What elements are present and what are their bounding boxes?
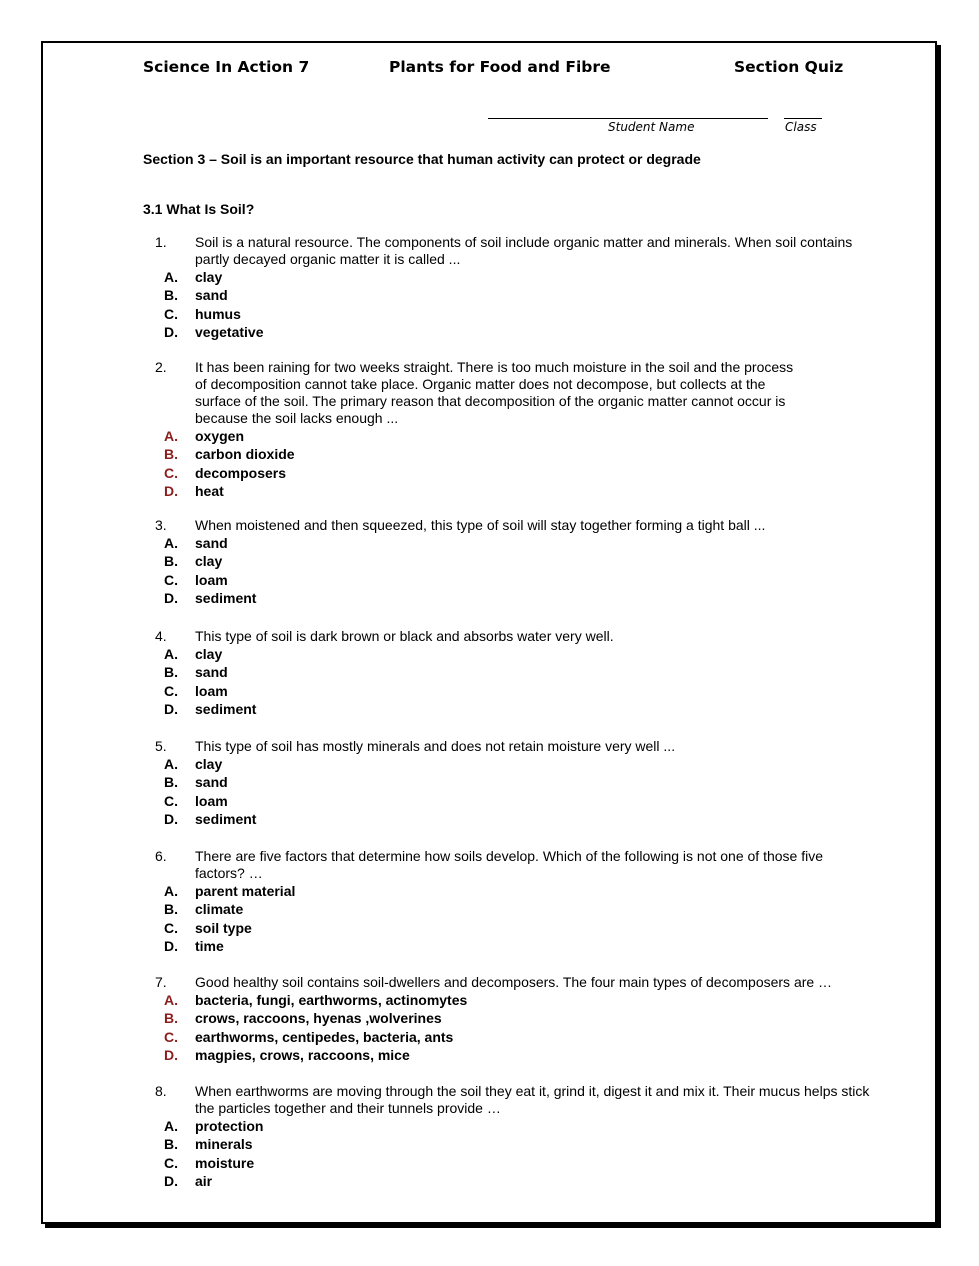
option-c[interactable] (155, 1154, 875, 1172)
question-stem: It has been raining for two weeks straight. There is too much moisture in the soil and the process of decomposition cannot take place. Organic matter does not decompose, but collects at the surface of the soil. The primary reason that decomposition of the organic matter cannot occur is because the soil lacks enough ... (195, 359, 794, 426)
option-text: protection (195, 1118, 264, 1134)
question-number: 1. (155, 234, 167, 250)
option-d[interactable] (155, 700, 875, 718)
option-letter: D. (164, 938, 178, 955)
option-text: sand (195, 535, 228, 551)
option-letter: B. (164, 1136, 178, 1153)
question-stem: There are five factors that determine how soils develop. Which of the following is not one of those five factors? … (195, 848, 823, 881)
option-letter: A. (164, 269, 178, 285)
option-letter: B. (164, 446, 178, 463)
option-text: clay (195, 756, 223, 772)
option-text: clay (195, 269, 223, 285)
option-d[interactable] (155, 1046, 875, 1064)
question-6 (155, 848, 875, 956)
option-c[interactable] (155, 305, 875, 323)
option-d[interactable] (155, 482, 875, 500)
option-letter: D. (164, 483, 178, 500)
option-text: sediment (195, 701, 257, 718)
option-text: oxygen (195, 428, 245, 444)
option-letter: A. (164, 756, 178, 772)
option-a[interactable] (155, 268, 875, 286)
option-d[interactable] (155, 810, 875, 828)
option-c[interactable] (155, 682, 875, 700)
option-a[interactable] (155, 427, 875, 445)
question-number: 8. (155, 1083, 167, 1099)
option-text: sediment (195, 811, 257, 828)
option-letter: C. (164, 919, 178, 936)
option-letter: A. (164, 1118, 178, 1134)
option-text: loam (195, 571, 228, 588)
option-b[interactable] (155, 445, 875, 463)
option-letter: C. (164, 682, 178, 699)
header-quiz-type: Section Quiz (734, 58, 844, 76)
option-a[interactable] (155, 1117, 875, 1135)
option-text: heat (195, 483, 224, 500)
question-stem: Good healthy soil contains soil-dwellers and decomposers. The four main types of decomposers are … (195, 974, 833, 990)
class-line[interactable] (784, 118, 822, 119)
option-letter: A. (164, 992, 178, 1008)
question-4 (155, 628, 875, 719)
option-letter: B. (164, 1010, 178, 1027)
option-letter: B. (164, 553, 178, 570)
option-letter: B. (164, 664, 178, 681)
option-text: time (195, 938, 224, 955)
option-c[interactable] (155, 464, 875, 482)
question-7 (155, 974, 875, 1065)
option-letter: A. (164, 883, 178, 899)
option-a[interactable] (155, 991, 875, 1009)
subsection-title: 3.1 What Is Soil? (143, 201, 255, 217)
option-d[interactable] (155, 1172, 875, 1190)
option-text: carbon dioxide (195, 446, 295, 463)
question-5 (155, 738, 875, 829)
option-text: crows, raccoons, hyenas ,wolverines (195, 1010, 442, 1027)
class-label: Class (785, 120, 817, 134)
option-letter: D. (164, 324, 178, 341)
option-b[interactable] (155, 773, 875, 791)
option-letter: C. (164, 571, 178, 588)
option-letter: B. (164, 287, 178, 304)
question-number: 3. (155, 517, 167, 533)
option-text: soil type (195, 919, 252, 936)
question-number: 7. (155, 974, 167, 990)
option-letter: C. (164, 1154, 178, 1171)
option-text: bacteria, fungi, earthworms, actinomytes (195, 992, 468, 1008)
option-d[interactable] (155, 937, 875, 955)
option-text: sand (195, 664, 228, 681)
option-text: minerals (195, 1136, 253, 1153)
section-title: Section 3 – Soil is an important resource that human activity can protect or degrade (143, 151, 701, 167)
student-name-line[interactable] (488, 118, 768, 119)
option-text: clay (195, 553, 223, 570)
option-text: climate (195, 901, 244, 918)
option-text: loam (195, 792, 228, 809)
question-stem: When earthworms are moving through the soil they eat it, grind it, digest it and mix it. Their mucus helps stick the particles together and their tunnels provide … (195, 1083, 870, 1116)
option-letter: B. (164, 774, 178, 791)
question-8 (155, 1083, 875, 1191)
question-number: 5. (155, 738, 167, 754)
option-letter: A. (164, 535, 178, 551)
option-a[interactable] (155, 645, 875, 663)
option-text: decomposers (195, 464, 287, 481)
student-name-label: Student Name (608, 120, 695, 134)
option-b[interactable] (155, 900, 875, 918)
option-text: parent material (195, 883, 296, 899)
option-b[interactable] (155, 663, 875, 681)
question-number: 6. (155, 848, 167, 864)
option-letter: C. (164, 1028, 178, 1045)
option-c[interactable] (155, 792, 875, 810)
option-text: magpies, crows, raccoons, mice (195, 1047, 410, 1064)
option-letter: D. (164, 1173, 178, 1190)
option-letter: A. (164, 428, 178, 444)
option-b[interactable] (155, 1135, 875, 1153)
question-3 (155, 517, 875, 608)
option-letter: D. (164, 701, 178, 718)
option-text: air (195, 1173, 213, 1190)
option-a[interactable] (155, 534, 875, 552)
option-b[interactable] (155, 552, 875, 570)
option-text: loam (195, 682, 228, 699)
option-letter: B. (164, 901, 178, 918)
option-letter: C. (164, 464, 178, 481)
option-a[interactable] (155, 755, 875, 773)
question-number: 2. (155, 359, 167, 375)
option-letter: C. (164, 305, 178, 322)
option-letter: D. (164, 811, 178, 828)
question-2 (155, 359, 875, 501)
option-letter: A. (164, 646, 178, 662)
question-stem: This type of soil has mostly minerals and does not retain moisture very well ... (195, 738, 676, 754)
option-c[interactable] (155, 919, 875, 937)
option-d[interactable] (155, 323, 875, 341)
option-letter: D. (164, 590, 178, 607)
option-c[interactable] (155, 1028, 875, 1046)
question-stem: Soil is a natural resource. The components of soil include organic matter and minerals. When soil contains partly decayed organic matter it is called ... (195, 234, 853, 267)
option-text: clay (195, 646, 223, 662)
option-b[interactable] (155, 1009, 875, 1027)
option-d[interactable] (155, 589, 875, 607)
header-unit-title: Plants for Food and Fibre (389, 58, 611, 76)
question-stem: This type of soil is dark brown or black and absorbs water very well. (195, 628, 614, 644)
option-c[interactable] (155, 571, 875, 589)
option-text: humus (195, 305, 241, 322)
option-text: vegetative (195, 324, 264, 341)
option-text: moisture (195, 1154, 255, 1171)
question-1 (155, 234, 875, 342)
option-letter: D. (164, 1047, 178, 1064)
question-number: 4. (155, 628, 167, 644)
option-b[interactable] (155, 286, 875, 304)
option-text: sediment (195, 590, 257, 607)
option-text: sand (195, 287, 228, 304)
option-a[interactable] (155, 882, 875, 900)
question-stem: When moistened and then squeezed, this type of soil will stay together forming a tight ball ... (195, 517, 766, 533)
header-course-title: Science In Action 7 (143, 58, 310, 76)
option-letter: C. (164, 792, 178, 809)
option-text: earthworms, centipedes, bacteria, ants (195, 1028, 454, 1045)
option-text: sand (195, 774, 228, 791)
